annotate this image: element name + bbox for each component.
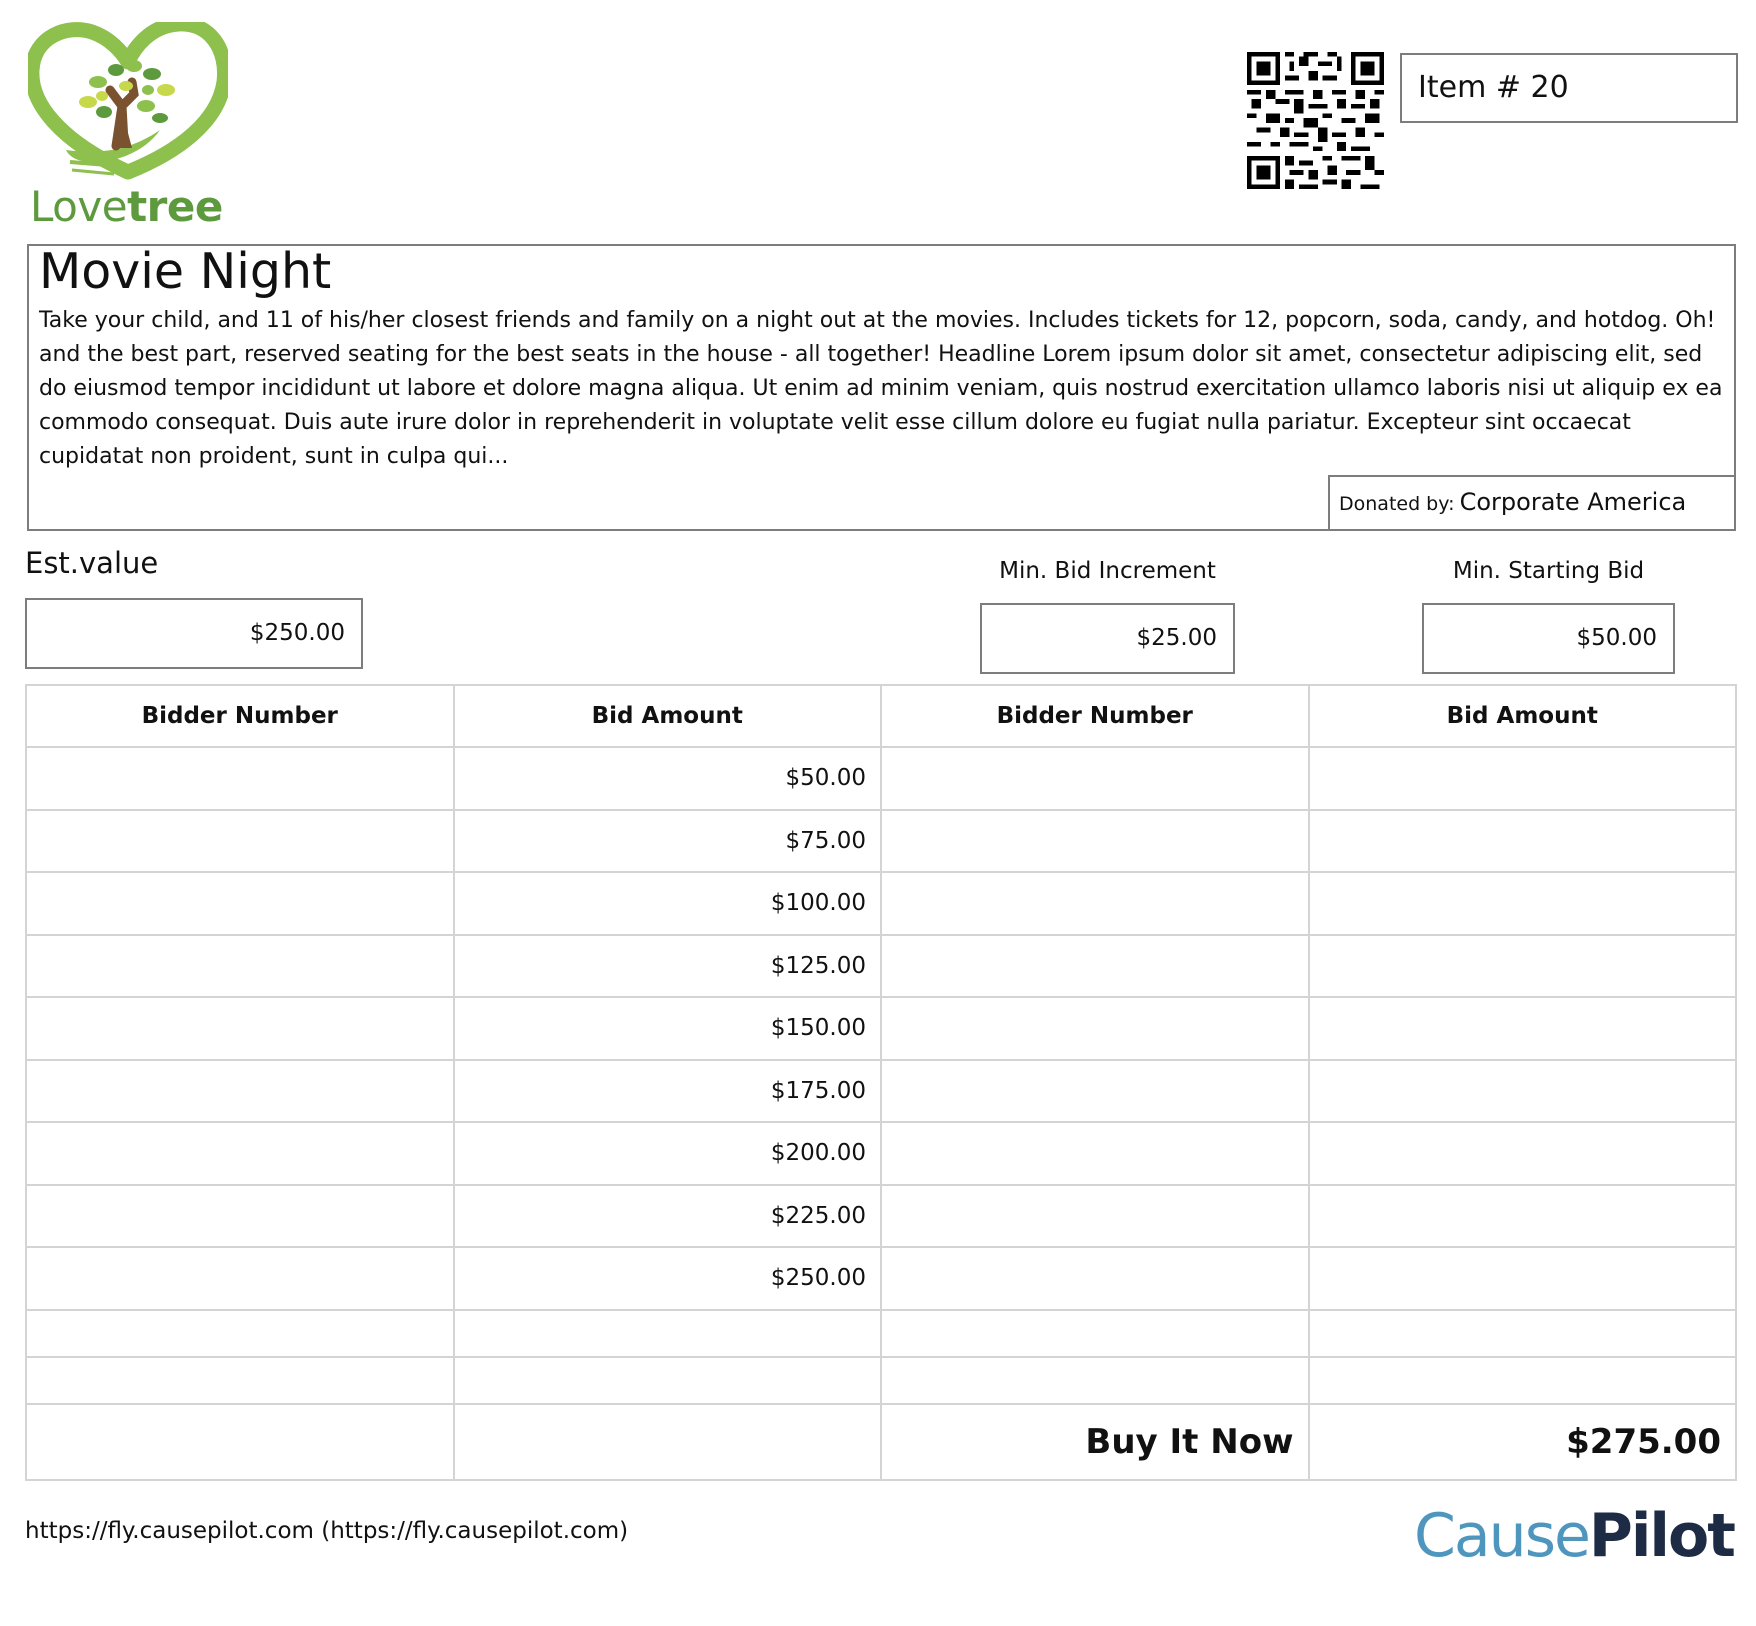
bid-amount-cell <box>454 1310 882 1357</box>
bid-amount-cell: $250.00 <box>454 1247 882 1310</box>
column-header: Bid Amount <box>454 685 882 747</box>
table-row <box>26 1357 1736 1404</box>
column-header: Bidder Number <box>881 685 1309 747</box>
bidder-number-cell <box>26 1404 454 1480</box>
table-row <box>26 872 1736 935</box>
bidder-number-cell <box>26 1247 454 1310</box>
bidder-number-cell <box>26 1122 454 1185</box>
donated-by-label: Donated by: <box>1339 493 1455 515</box>
bidder-number-cell <box>881 1357 1309 1404</box>
bidder-number-cell <box>26 997 454 1060</box>
bid-amount-cell <box>1309 935 1737 998</box>
item-title: Movie Night <box>39 243 332 300</box>
organization-logo <box>28 22 228 232</box>
bidder-number-cell <box>26 747 454 810</box>
table-header-row <box>26 685 1736 747</box>
bid-amount-cell <box>1309 997 1737 1060</box>
bid-amount-cell: $50.00 <box>454 747 882 810</box>
item-description: Take your child, and 11 of his/her closest friends and family on a night out at the movies. Includes tickets for 12, popcorn, soda, candy, and hotdog. Oh! and the best part, reserved seating for the best seats in the house - all together! Headline Lorem ipsum dolor sit amet, consectetur adipiscing elit, sed do eiusmod tempor incididunt ut labore et dolore magna aliqua. Ut enim ad minim veniam, quis nostrud exercitation ullamco laboris nisi ut aliquip ex ea commodo consequat. Duis aute irure dolor in reprehenderit in voluptate velit esse cillum dolore eu fugiat nulla pariatur. Excepteur sint occaecat cupidatat non proident, sunt in culpa qui... <box>39 308 1723 469</box>
table-row <box>26 810 1736 873</box>
table-row <box>26 747 1736 810</box>
bidder-number-cell <box>26 810 454 873</box>
bid-amount-cell <box>1309 747 1737 810</box>
bidder-number-cell <box>26 1185 454 1248</box>
column-header: Bidder Number <box>26 685 454 747</box>
min-starting-bid-field: $50.00 <box>1422 603 1675 674</box>
est-value-field: $250.00 <box>25 598 363 669</box>
bid-amount-cell: $175.00 <box>454 1060 882 1123</box>
bid-amount-cell <box>454 1404 882 1480</box>
donor-name: Corporate America <box>1459 488 1687 516</box>
bid-amount-cell <box>1309 1185 1737 1248</box>
bidder-number-cell <box>881 810 1309 873</box>
bidder-number-cell <box>881 1185 1309 1248</box>
table-row <box>26 1247 1736 1310</box>
table-row <box>26 1060 1736 1123</box>
bid-amount-cell: $125.00 <box>454 935 882 998</box>
bidder-number-cell <box>881 1060 1309 1123</box>
bidder-number-cell <box>881 997 1309 1060</box>
table-row <box>26 997 1736 1060</box>
bid-amount-cell: $75.00 <box>454 810 882 873</box>
causepilot-logo: CausePilot <box>1414 1501 1734 1571</box>
bid-amount-cell <box>1309 872 1737 935</box>
table-row <box>26 1310 1736 1357</box>
min-bid-increment-label: Min. Bid Increment <box>999 558 1216 584</box>
bidder-number-cell <box>881 872 1309 935</box>
item-number: Item # 20 <box>1400 53 1738 123</box>
donor-box <box>1328 475 1734 529</box>
bidder-number-cell <box>26 1310 454 1357</box>
table-row <box>26 1185 1736 1248</box>
qr-code-icon <box>1247 52 1384 189</box>
min-starting-bid-label: Min. Starting Bid <box>1452 558 1645 584</box>
item-description-box <box>27 244 1736 531</box>
bid-amount-cell: $200.00 <box>454 1122 882 1185</box>
logo-wordmark: Lovetree <box>30 182 223 231</box>
bidder-number-cell <box>881 1310 1309 1357</box>
bidder-number-cell <box>881 747 1309 810</box>
footer-url: https://fly.causepilot.com (https://fly.causepilot.com) <box>25 1518 629 1544</box>
bid-amount-cell <box>1309 1310 1737 1357</box>
table-row <box>26 1122 1736 1185</box>
bidder-number-cell <box>26 872 454 935</box>
bid-amount-cell <box>1309 810 1737 873</box>
bidder-number-cell <box>26 1357 454 1404</box>
min-bid-increment-field: $25.00 <box>980 603 1235 674</box>
bid-sheet-table <box>25 684 1737 1481</box>
bid-amount-cell: $100.00 <box>454 872 882 935</box>
est-value-label: Est.value <box>25 546 159 580</box>
table-row <box>26 935 1736 998</box>
bidder-number-cell <box>881 1247 1309 1310</box>
heart-tree-icon <box>28 22 228 182</box>
bidder-number-cell <box>26 1060 454 1123</box>
buy-it-now-row <box>26 1404 1736 1480</box>
bid-amount-cell <box>454 1357 882 1404</box>
bid-amount-cell: $225.00 <box>454 1185 882 1248</box>
column-header: Bid Amount <box>1309 685 1737 747</box>
buy-it-now-label: Buy It Now <box>881 1404 1309 1480</box>
bid-amount-cell <box>1309 1122 1737 1185</box>
bidder-number-cell <box>26 935 454 998</box>
bidder-number-cell <box>881 935 1309 998</box>
bidder-number-cell <box>881 1122 1309 1185</box>
buy-it-now-price: $275.00 <box>1309 1404 1737 1480</box>
bid-amount-cell: $150.00 <box>454 997 882 1060</box>
bid-amount-cell <box>1309 1357 1737 1404</box>
bid-amount-cell <box>1309 1060 1737 1123</box>
bid-amount-cell <box>1309 1247 1737 1310</box>
